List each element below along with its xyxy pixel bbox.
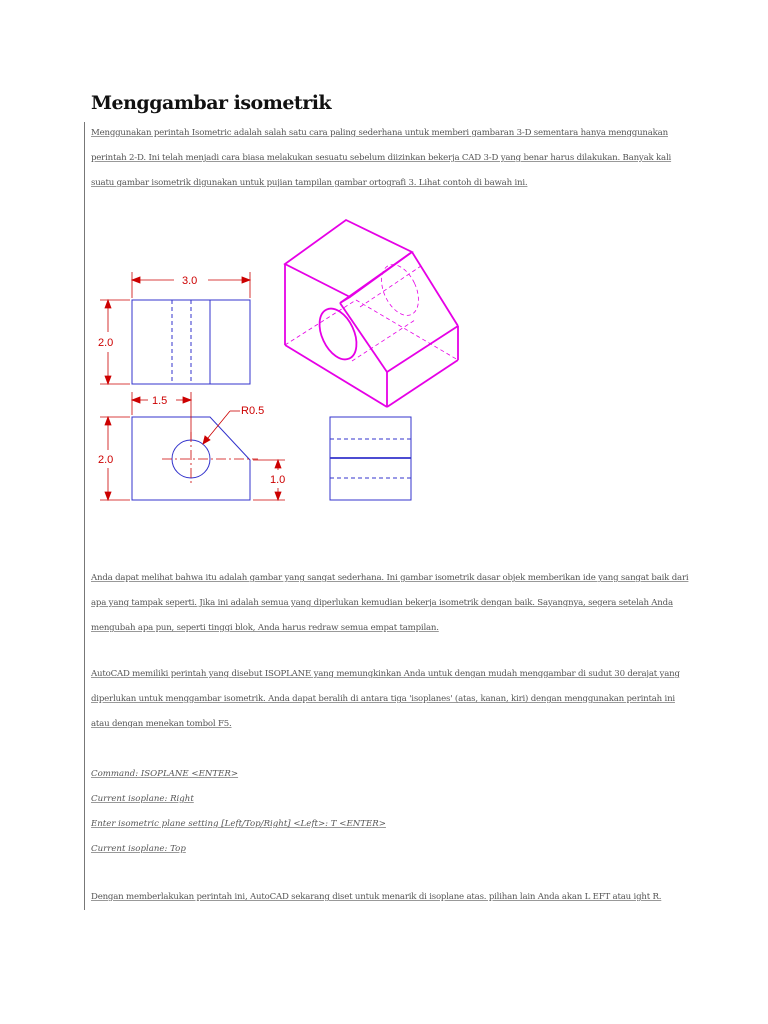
side-view <box>330 417 411 500</box>
closing-paragraph: Dengan memberlakukan perintah ini, AutoCAD sekarang diset untuk menarik di isoplane atas. pilihan lain Anda akan L EFT atau ight R. <box>91 892 662 902</box>
command-line: Current isoplane: Top <box>91 844 186 854</box>
dim-radius-label: R0.5 <box>241 405 265 417</box>
explanation-paragraph: Anda dapat melihat bahwa itu adalah gambar yang sangat sederhana. Ini gambar isometrik dasar objek memberikan ide yang sangat baik dari apa yang tampak seperti. Jika ini adalah semua yang diperlukan kemudian bekerja isometrik dengan baik. Sayangnya, segera setelah Anda mengubah apa pun, seperti tinggi blok, Anda harus redraw semua empat tampilan. <box>91 573 689 633</box>
isometric-hidden-lines <box>285 259 458 361</box>
left-margin-rule <box>84 122 85 910</box>
dim-offset-label: 1.5 <box>152 395 168 407</box>
radius-leader <box>203 411 240 444</box>
command-line: Current isoplane: Right <box>91 794 194 804</box>
dim-width-label: 3.0 <box>182 275 198 287</box>
dim-step-label: 1.0 <box>270 474 286 486</box>
top-view <box>132 300 250 384</box>
isometric-drawing-figure <box>90 210 480 520</box>
isometric-view <box>285 220 458 407</box>
command-line: Enter isometric plane setting [Left/Top/Right] <Left>: T <ENTER> <box>91 819 386 829</box>
isoplane-paragraph: AutoCAD memiliki perintah yang disebut ISOPLANE yang memungkinkan Anda untuk dengan mudah menggambar di sudut 30 derajat yang diperlukan untuk menggambar isometrik. Anda dapat beralih di antara tiga 'isoplanes' (atas, kanan, kiri) dengan menggunakan perintah ini atau dengan menekan tombol F5. <box>91 669 680 729</box>
page-title: Menggambar isometrik <box>91 92 332 114</box>
intro-paragraph: Menggunakan perintah Isometric adalah salah satu cara paling sederhana untuk memberi gambaran 3-D sementara hanya menggunakan perintah 2-D. Ini telah menjadi cara biasa melakukan sesuatu sebelum diizinkan bekerja CAD 3-D yang benar harus dilakukan. Banyak kali suatu gambar isometrik digunakan untuk pujian tampilan gambar ortografi 3. Lihat contoh di bawah ini. <box>91 128 672 188</box>
dim-height-top-label: 2.0 <box>98 337 114 349</box>
command-listing <box>91 762 691 862</box>
command-line: Command: ISOPLANE <ENTER> <box>91 769 239 779</box>
dim-height-front-label: 2.0 <box>98 454 114 466</box>
